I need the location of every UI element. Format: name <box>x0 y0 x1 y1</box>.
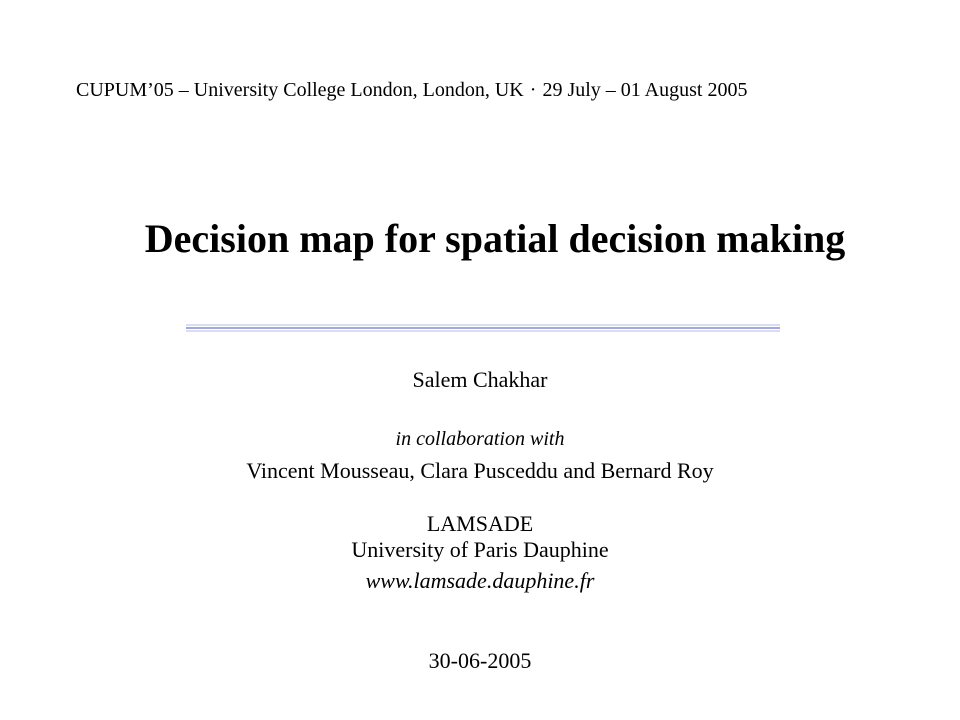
author-name: Salem Chakhar <box>412 367 548 392</box>
divider-line-top <box>186 324 780 326</box>
conference-name: CUPUM’05 – University College London, London, UK <box>76 79 524 101</box>
presentation-date: 30-06-2005 <box>428 648 532 673</box>
university-name: University of Paris Dauphine <box>351 537 609 562</box>
lab-name: LAMSADE <box>426 511 534 536</box>
collaboration-intro: in collaboration with <box>395 428 565 450</box>
header-separator: · <box>529 79 537 101</box>
slide-title: Decision map for spatial decision making <box>144 216 846 261</box>
conference-dates: 29 July – 01 August 2005 <box>542 79 748 101</box>
title-divider <box>186 324 780 334</box>
divider-line-middle <box>186 327 780 329</box>
website-link[interactable]: www.lamsade.dauphine.fr <box>365 568 595 593</box>
divider-line-bottom <box>186 330 780 332</box>
conference-header <box>76 79 747 102</box>
collaborator-names: Vincent Mousseau, Clara Pusceddu and Bernard Roy <box>246 458 714 483</box>
